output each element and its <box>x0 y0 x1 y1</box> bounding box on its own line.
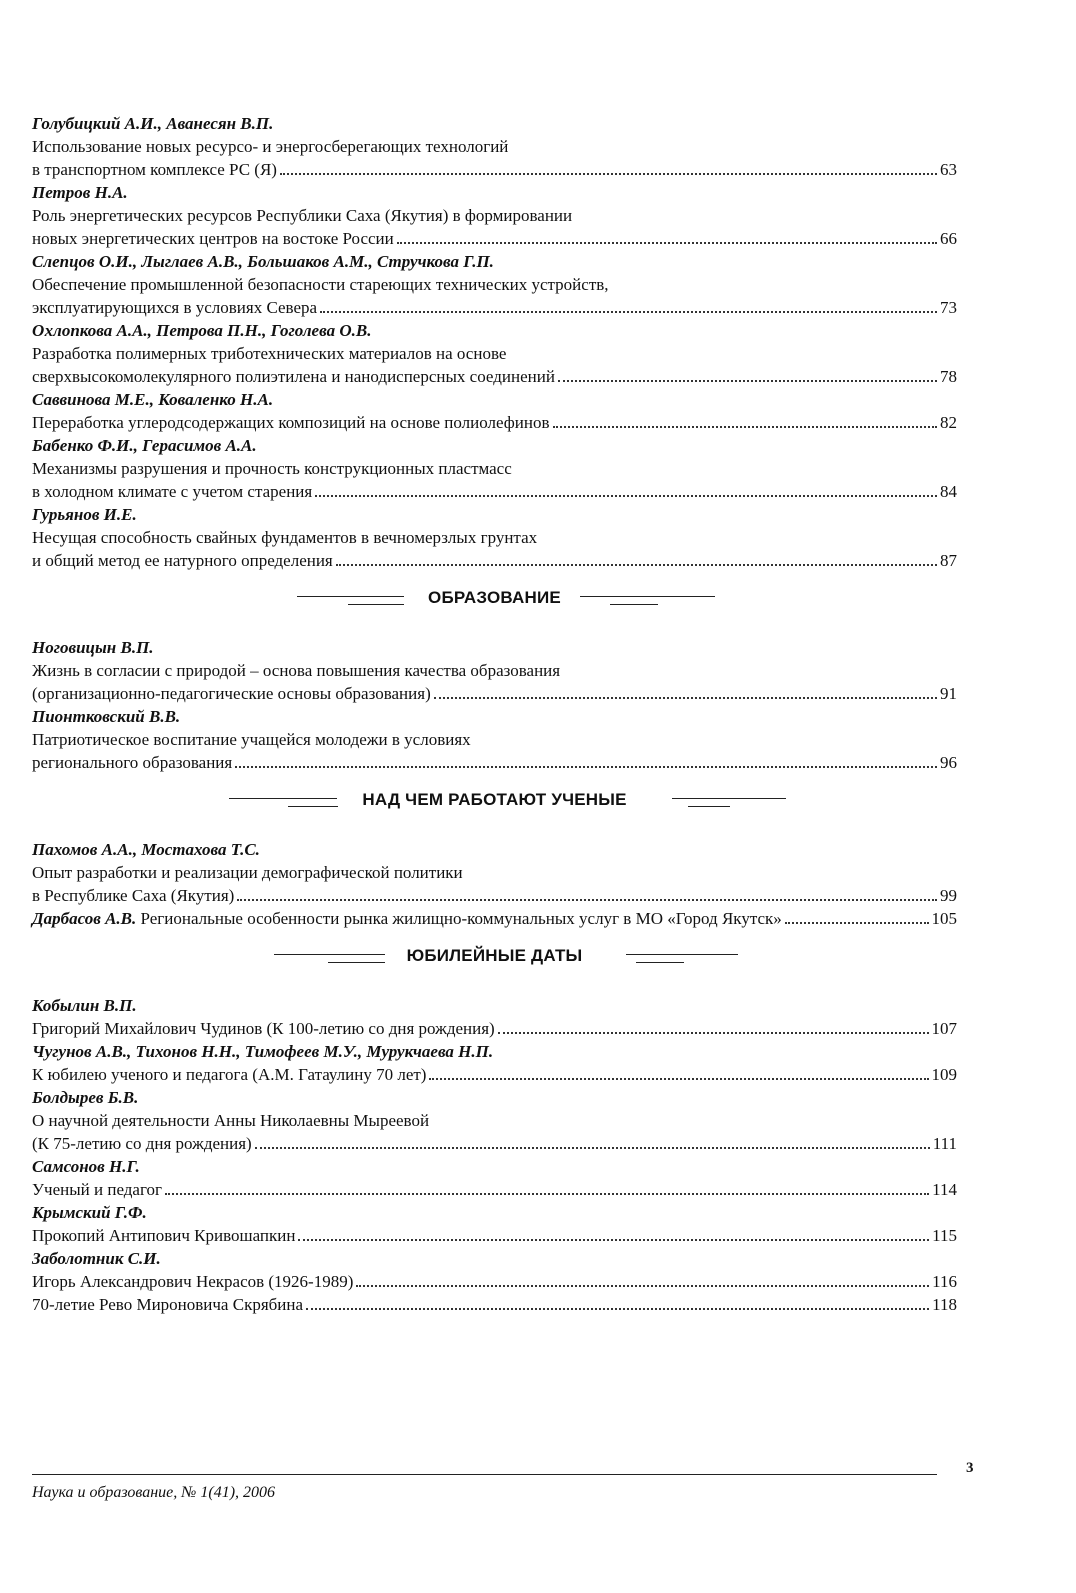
article-title-line: Переработка углеродсодержащих композиций на основе полиолефинов <box>32 413 550 432</box>
page-number-ref: 118 <box>932 1295 957 1314</box>
article-title-line: Патриотическое воспитание учащейся молодежи в условиях <box>32 730 471 749</box>
page-number-ref: 91 <box>940 684 957 703</box>
toc-group-list <box>32 994 957 1316</box>
section-rule <box>636 962 684 963</box>
dot-leader <box>315 495 937 497</box>
dot-leader <box>434 697 937 699</box>
page-number-ref: 78 <box>940 367 957 386</box>
toc-group <box>32 503 957 572</box>
author-names: Слепцов О.И., Лыглаев А.В., Большаков А.М., Стручкова Г.П. <box>32 252 494 271</box>
article-title-line: Обеспечение промышленной безопасности стареющих технических устройств, <box>32 275 609 294</box>
page-number-ref: 116 <box>932 1272 957 1291</box>
toc-entry-last-line <box>32 884 957 907</box>
toc-entry[interactable] <box>32 1109 957 1155</box>
toc-group-list <box>32 112 957 572</box>
page-number-ref: 73 <box>940 298 957 317</box>
article-title-line: О научной деятельности Анны Николаевны Мыреевой <box>32 1111 430 1130</box>
toc-entry-last-line <box>32 1178 957 1201</box>
dot-leader <box>255 1147 930 1149</box>
dot-leader <box>280 173 937 175</box>
author-names: Охлопкова А.А., Петрова П.Н., Гоголева О.В. <box>32 321 372 340</box>
journal-citation: Наука и образование, № 1(41), 2006 <box>32 1484 276 1501</box>
toc-entry-last-line <box>32 751 957 774</box>
toc-entry-last-line <box>32 1224 957 1247</box>
section-rule <box>688 806 730 807</box>
toc-group <box>32 1201 957 1247</box>
footer-divider <box>32 1474 937 1475</box>
article-title: Региональные особенности рынка жилищно-коммунальных услуг в МО «Город Якутск» <box>140 909 782 928</box>
dot-leader <box>336 564 937 566</box>
dot-leader <box>356 1285 929 1287</box>
dot-leader <box>235 766 937 768</box>
section-header-research <box>32 782 957 828</box>
dot-leader <box>165 1193 929 1195</box>
author-names: Ноговицын В.П. <box>32 638 154 657</box>
dot-leader <box>429 1078 928 1080</box>
article-title-line: регионального образования <box>32 753 233 772</box>
toc-group <box>32 434 957 503</box>
author-names: Петров Н.А. <box>32 183 128 202</box>
page-number-ref: 63 <box>940 160 957 179</box>
author-names: Крымский Г.Ф. <box>32 1203 147 1222</box>
author-names: Пионтковский В.В. <box>32 707 181 726</box>
dot-leader <box>320 311 937 313</box>
toc-group <box>32 1086 957 1155</box>
toc-entry-last-line <box>32 480 957 503</box>
page-number-ref: 99 <box>940 886 957 905</box>
toc-entry[interactable] <box>32 1270 957 1293</box>
dot-leader <box>306 1308 929 1310</box>
page-number-ref: 114 <box>932 1180 957 1199</box>
dot-leader <box>498 1032 929 1034</box>
toc-entry-last-line <box>32 682 957 705</box>
section-rule <box>626 954 738 955</box>
section-title-anniversary: ЮБИЛЕЙНЫЕ ДАТЫ <box>406 946 583 965</box>
toc-entry[interactable] <box>32 342 957 388</box>
page-number-ref: 66 <box>940 229 957 248</box>
article-title-line: К юбилею ученого и педагога (А.М. Гатаулину 70 лет) <box>32 1065 427 1084</box>
section-rule <box>610 604 658 605</box>
author-names: Кобылин В.П. <box>32 996 137 1015</box>
dot-leader <box>558 380 937 382</box>
article-title-line: Григорий Михайлович Чудинов (К 100-летию со дня рождения) <box>32 1019 495 1038</box>
page-number: 3 <box>966 1460 974 1476</box>
section-title-research: НАД ЧЕМ РАБОТАЮТ УЧЕНЫЕ <box>362 790 627 809</box>
author-names: Дарбасов А.В. <box>32 909 137 928</box>
toc-entry-inline[interactable] <box>32 907 957 930</box>
toc-entry[interactable] <box>32 411 957 434</box>
article-title-line: Механизмы разрушения и прочность конструкционных пластмасс <box>32 459 512 478</box>
article-title-line: Роль энергетических ресурсов Республики Саха (Якутия) в формировании <box>32 206 573 225</box>
toc-entry-last-line <box>32 1132 957 1155</box>
article-title-line: эксплуатирующихся в условиях Севера <box>32 298 318 317</box>
author-names: Саввинова М.Е., Коваленко Н.А. <box>32 390 274 409</box>
article-title-line: Использование новых ресурсо- и энергосберегающих технологий <box>32 137 509 156</box>
author-names: Чугунов А.В., Тихонов Н.Н., Тимофеев М.У., Мурукчаева Н.П. <box>32 1042 494 1061</box>
dot-leader <box>785 922 929 924</box>
toc-group <box>32 1040 957 1086</box>
page-number-ref: 82 <box>940 413 957 432</box>
toc-entry[interactable] <box>32 861 957 907</box>
toc-group <box>32 1155 957 1201</box>
toc-entry[interactable] <box>32 1224 957 1247</box>
toc-entry[interactable] <box>32 1178 957 1201</box>
toc-entry-last-line <box>32 296 957 319</box>
toc-entry-last-line <box>32 1063 957 1086</box>
toc-entry[interactable] <box>32 659 957 705</box>
page-number-ref: 107 <box>931 1019 957 1038</box>
author-names: Заболотник С.И. <box>32 1249 161 1268</box>
dot-leader <box>397 242 937 244</box>
section-rule <box>580 596 715 597</box>
article-title-line: в транспортном комплексе РС (Я) <box>32 160 277 179</box>
toc-group <box>32 1247 957 1316</box>
dot-leader <box>298 1239 929 1241</box>
toc-entry-last-line <box>32 158 957 181</box>
section-rule <box>672 798 786 799</box>
toc-entry-last-line <box>32 227 957 250</box>
toc-group <box>32 112 957 181</box>
toc-group <box>32 388 957 434</box>
author-names: Самсонов Н.Г. <box>32 1157 140 1176</box>
page-number-ref: 105 <box>931 909 957 928</box>
toc-entry-last-line <box>32 1293 957 1316</box>
page-number-ref: 109 <box>931 1065 957 1084</box>
article-title-line: Прокопий Антипович Кривошапкин <box>32 1226 296 1245</box>
article-title-line: Игорь Александрович Некрасов (1926-1989) <box>32 1272 354 1291</box>
table-of-contents <box>32 112 957 1316</box>
section-header-anniversary <box>32 938 957 984</box>
toc-group <box>32 250 957 319</box>
toc-entry-last-line <box>32 1017 957 1040</box>
toc-entry[interactable] <box>32 526 957 572</box>
toc-entry[interactable] <box>32 1063 957 1086</box>
dot-leader <box>237 899 937 901</box>
article-title-line: Несущая способность свайных фундаментов в вечномерзлых грунтах <box>32 528 538 547</box>
article-title-line: (К 75-летию со дня рождения) <box>32 1134 252 1153</box>
article-title-line: в Республике Саха (Якутия) <box>32 886 235 905</box>
toc-entry[interactable] <box>32 204 957 250</box>
article-title-line: Разработка полимерных триботехнических материалов на основе <box>32 344 507 363</box>
author-names: Бабенко Ф.И., Герасимов А.А. <box>32 436 257 455</box>
article-title-line: Опыт разработки и реализации демографической политики <box>32 863 463 882</box>
page-number-ref: 96 <box>940 753 957 772</box>
author-names: Голубицкий А.И., Аванесян В.П. <box>32 114 274 133</box>
toc-entry[interactable] <box>32 1017 957 1040</box>
page-number-ref: 84 <box>940 482 957 501</box>
toc-entry-last-line <box>32 549 957 572</box>
toc-group <box>32 181 957 250</box>
article-title-line: Жизнь в согласии с природой – основа повышения качества образования <box>32 661 561 680</box>
article-title-line: сверхвысокомолекулярного полиэтилена и нанодисперсных соединений <box>32 367 555 386</box>
toc-entry[interactable] <box>32 135 957 181</box>
toc-entry[interactable] <box>32 273 957 319</box>
page-number-ref: 111 <box>932 1134 957 1153</box>
author-names: Пахомов А.А., Мостахова Т.С. <box>32 840 260 859</box>
toc-entry[interactable] <box>32 728 957 774</box>
toc-group <box>32 319 957 388</box>
author-names: Гурьянов И.Е. <box>32 505 137 524</box>
section-header-education <box>32 580 957 626</box>
article-title-line: 70-летие Рево Мироновича Скрябина <box>32 1295 304 1314</box>
toc-group <box>32 705 957 774</box>
toc-entry-last-line <box>32 365 957 388</box>
toc-group <box>32 636 957 705</box>
article-title-line: и общий метод ее натурного определения <box>32 551 333 570</box>
toc-group-list <box>32 636 957 774</box>
article-title-line: Ученый и педагог <box>32 1180 162 1199</box>
dot-leader <box>553 426 937 428</box>
page-number-ref: 87 <box>940 551 957 570</box>
toc-group <box>32 838 957 907</box>
section-title-education: ОБРАЗОВАНИЕ <box>428 588 561 607</box>
toc-entry-last-line <box>32 1270 957 1293</box>
toc-group-list <box>32 838 957 907</box>
toc-group <box>32 994 957 1040</box>
page-number-ref: 115 <box>932 1226 957 1245</box>
toc-entry[interactable] <box>32 1293 957 1316</box>
author-names: Болдырев Б.В. <box>32 1088 139 1107</box>
article-title-line: (организационно-педагогические основы образования) <box>32 684 431 703</box>
article-title-line: в холодном климате с учетом старения <box>32 482 313 501</box>
toc-entry[interactable] <box>32 457 957 503</box>
toc-entry-last-line <box>32 411 957 434</box>
article-title-line: новых энергетических центров на востоке России <box>32 229 394 248</box>
